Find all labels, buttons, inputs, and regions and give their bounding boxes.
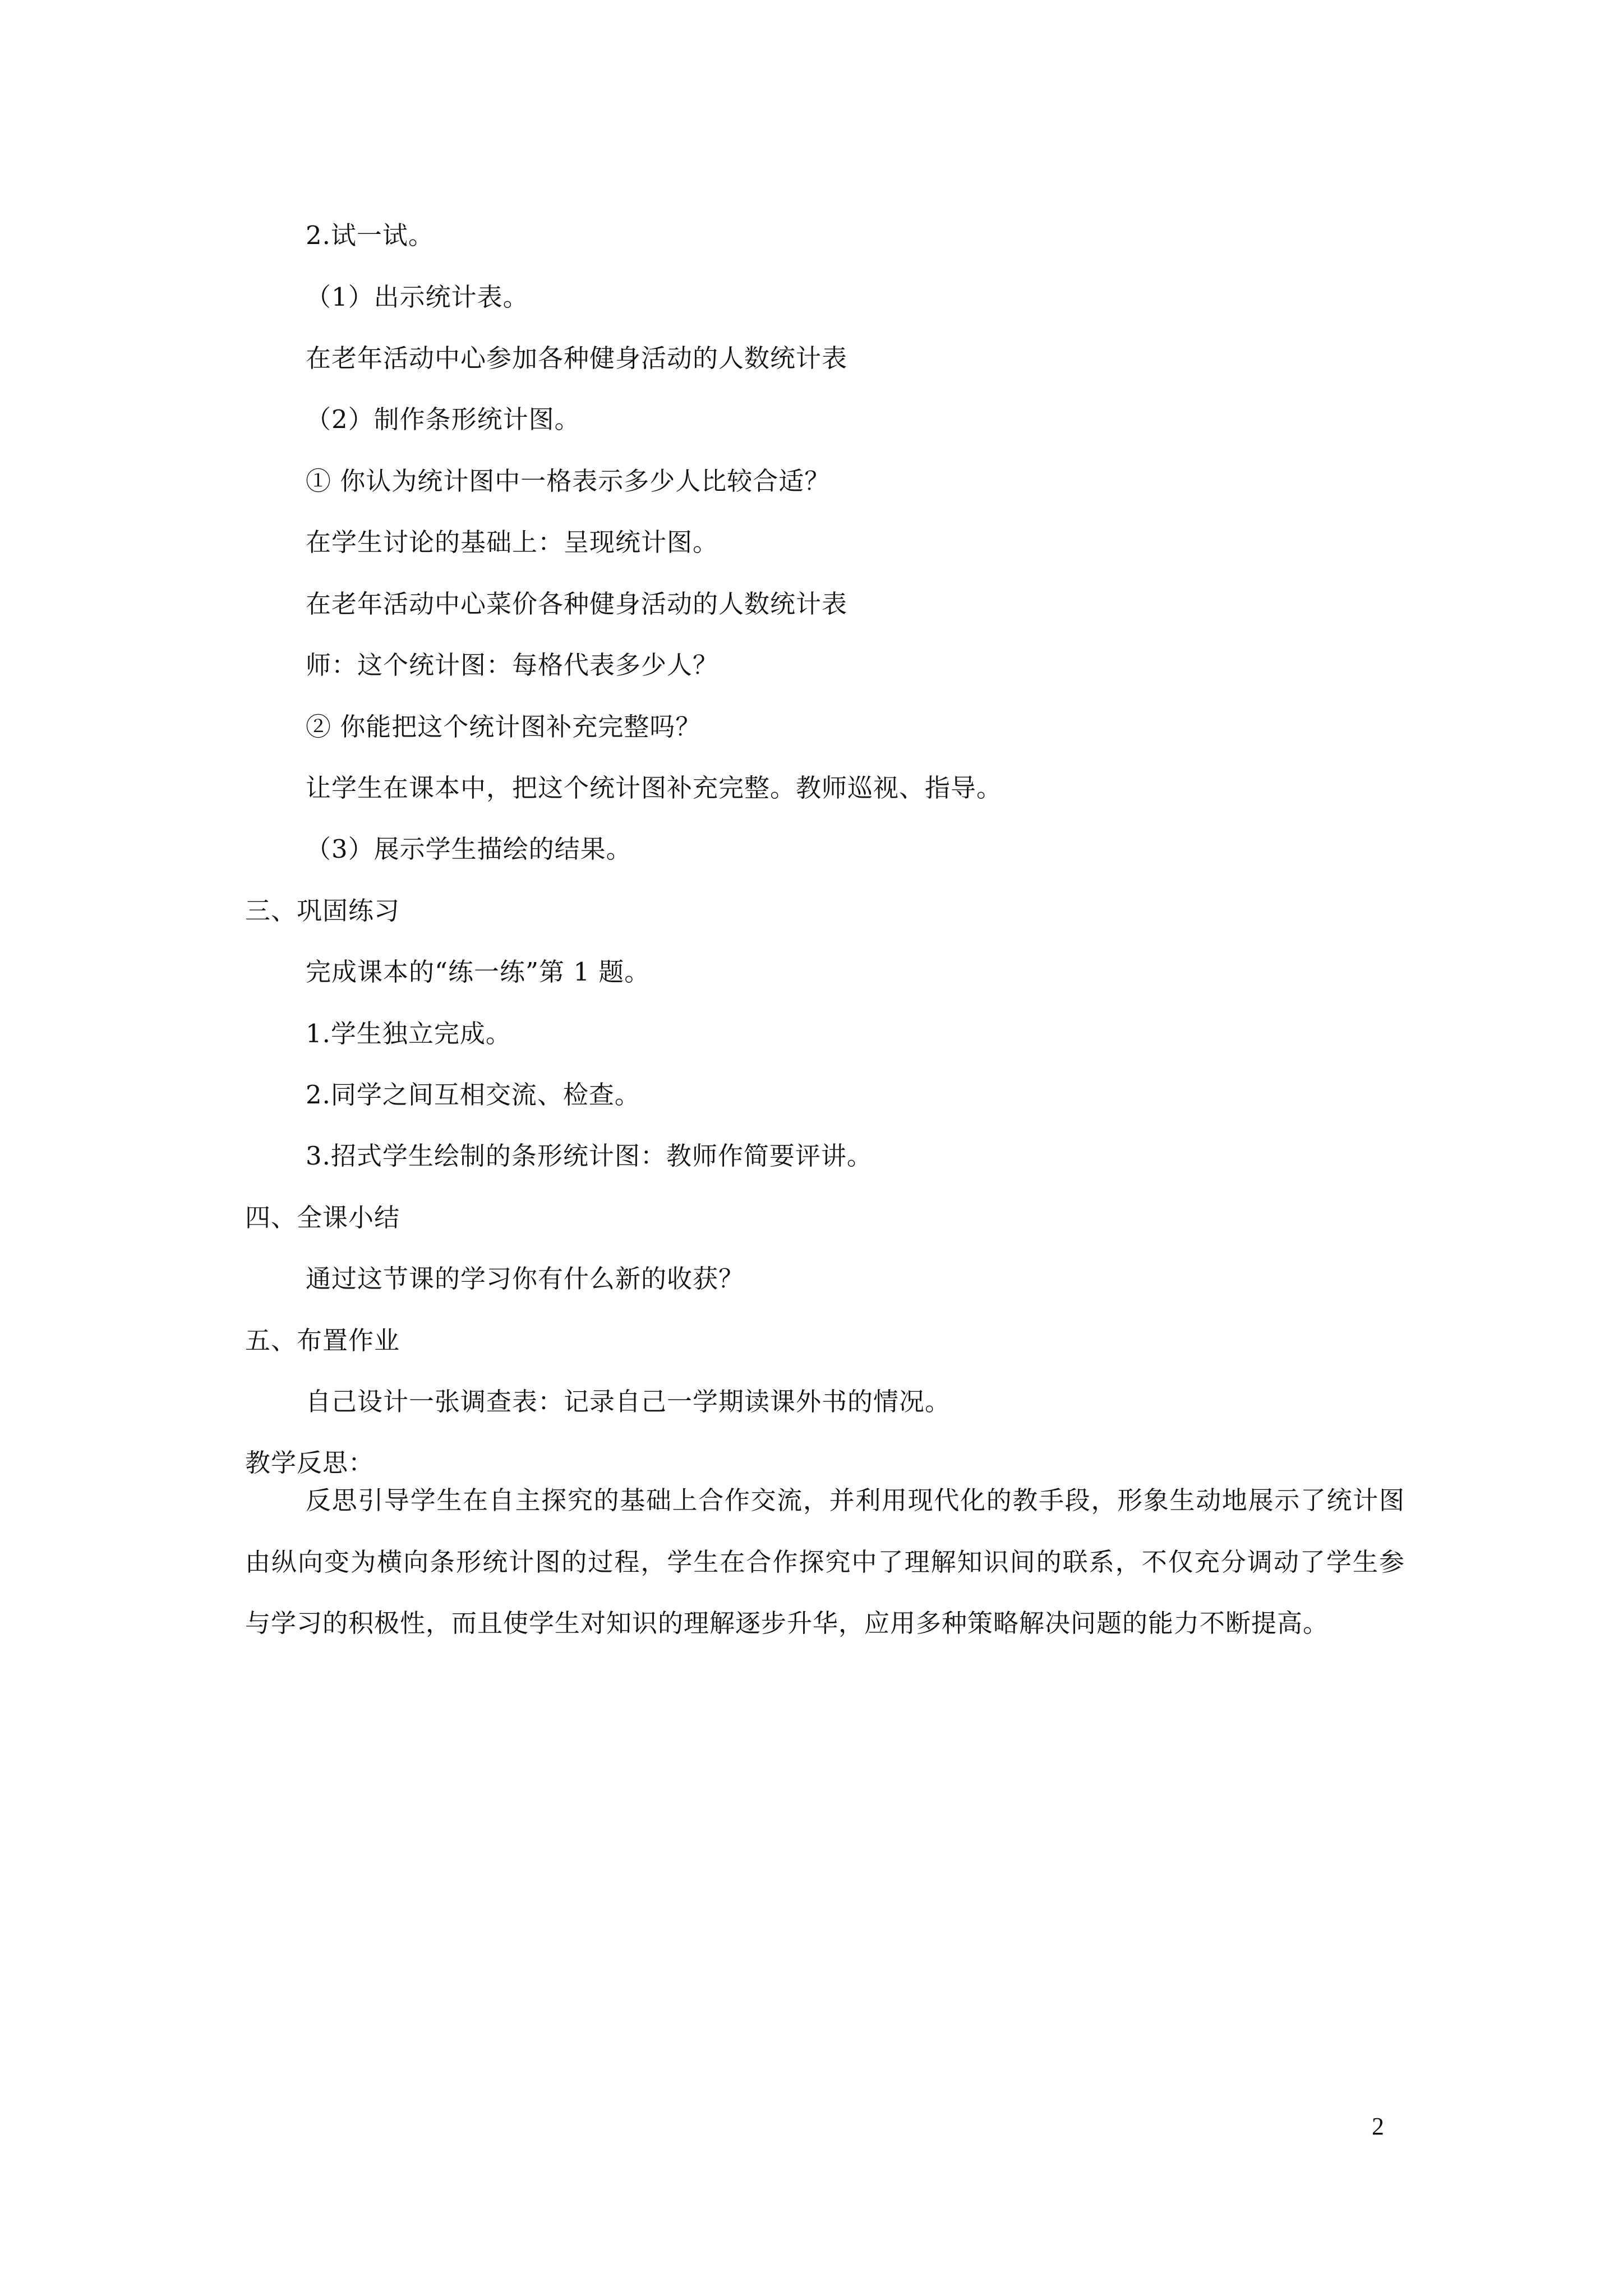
section-heading-practice: 三、巩固练习	[245, 896, 400, 926]
student-task: 让学生在课本中，把这个统计图补充完整。教师巡视、指导。	[306, 773, 1003, 803]
step-show-table: （1）出示统计表。	[306, 282, 529, 312]
reflection-heading: 教学反思：	[245, 1448, 375, 1478]
step-make-chart: （2）制作条形统计图。	[306, 404, 580, 434]
practice-intro: 完成课本的“练一练”第 1 题。	[306, 957, 651, 987]
reflection-paragraph: 反思引导学生在自主探究的基础上合作交流，并利用现代化的教手段，形象生动地展示了统计图由纵向变为横向条形统计图的过程，学生在合作探究中了理解知识间的联系，不仅充分调动了学生参与学习的积极性，而且使学生对知识的理解逐步升华，应用多种策略解决问题的能力不断提高。	[245, 1485, 1405, 1638]
practice-item-3: 3.招式学生绘制的条形统计图：教师作简要评讲。	[306, 1141, 873, 1171]
practice-item-1: 1.学生独立完成。	[306, 1019, 511, 1048]
discussion-line: 在学生讨论的基础上：呈现统计图。	[306, 527, 719, 557]
page-number: 2	[1372, 2113, 1384, 2140]
question-two: ② 你能把这个统计图补充完整吗？	[306, 712, 702, 742]
section-heading-summary: 四、全课小结	[245, 1203, 400, 1232]
step-try-heading: 2.试一试。	[306, 220, 434, 250]
question-one: ① 你认为统计图中一格表示多少人比较合适？	[306, 466, 831, 496]
section-heading-homework: 五、布置作业	[245, 1326, 400, 1355]
summary-question: 通过这节课的学习你有什么新的收获？	[306, 1264, 745, 1294]
table-title: 在老年活动中心参加各种健身活动的人数统计表	[306, 343, 848, 373]
practice-item-2: 2.同学之间互相交流、检查。	[306, 1080, 640, 1110]
homework-text: 自己设计一张调查表：记录自己一学期读课外书的情况。	[306, 1387, 951, 1416]
step-show-results: （3）展示学生描绘的结果。	[306, 834, 632, 864]
chart-title: 在老年活动中心菜价各种健身活动的人数统计表	[306, 589, 848, 619]
teacher-question: 师：这个统计图：每格代表多少人？	[306, 650, 719, 680]
